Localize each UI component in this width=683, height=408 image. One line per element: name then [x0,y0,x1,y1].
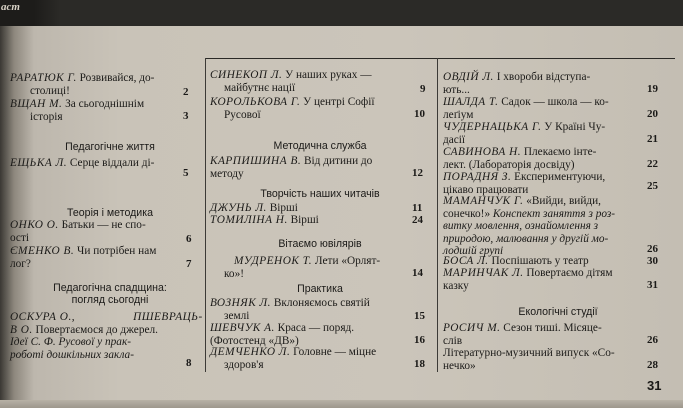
entry-title-cont: ко»! [224,267,244,280]
entry-page-number: 16 [414,334,425,346]
entry-author: ШАЛДА Т. [443,96,499,108]
section-heading: Методична служба [273,140,367,152]
entry-author: ТОМИЛІНА Н. [210,214,288,226]
entry-author: МАМАНЧУК Г. [443,195,524,207]
entry-title-cont: слів [443,334,463,347]
entry-page-number: 11 [412,202,423,214]
entry-page-number: 15 [414,310,425,322]
toc-entry [443,267,613,292]
entry-page-number: 9 [420,83,426,95]
entry-page-number: 21 [647,133,658,145]
entry-author: СИНЕКОП Л. [210,69,283,81]
toc-entry [210,214,319,227]
entry-title-cont: витку мовлення, ознайомлення з [443,220,599,233]
entry-page-number: 31 [647,279,658,291]
toc-entry [0,157,154,170]
entry-title-cont: історія [30,110,63,123]
entry-title: Експериментуючи, [511,171,606,183]
entry-title-cont: методу [210,167,244,180]
page-number: 31 [647,378,662,393]
entry-title-cont: ють... [443,83,470,96]
entry-title: Серце віддали ді- [67,157,155,169]
entry-title-cont: Конспект заняття з роз- [490,207,616,220]
entry-title-cont: дасії [443,133,466,146]
section-heading: Практика [297,283,343,295]
entry-author: КОРОЛЬКОВА Г. [210,96,301,108]
entry-title-cont: (Фотостенд «ДВ») [210,334,299,347]
entry-title-cont: здоров'я [224,358,264,371]
entry-title: Літературно-музичний випуск «Со- [443,347,615,359]
entry-author: САВИНОВА Н. [443,146,522,158]
entry-page-number: 30 [647,255,658,267]
column-divider-1 [205,58,206,372]
entry-page-number: 8 [186,357,192,369]
toc-entry [210,202,298,215]
entry-page-number: 28 [647,359,658,371]
entry-title-cont: природою, малювання у другій мо- [443,232,609,245]
toc-entry [210,297,370,322]
entry-author: РОСИЧ М. [443,322,501,334]
section-heading: погляд сьогодні [71,294,149,306]
toc-entry [443,121,605,146]
entry-author: ДЖУНЬ Л. [210,202,267,214]
entry-title-cont: лог? [10,257,31,270]
entry-title-cont: Русової [224,108,261,121]
top-rule [205,58,675,59]
entry-page-number: 22 [647,158,658,170]
entry-title: Вірші [287,214,319,226]
entry-title: Лети «Орлят- [312,255,381,267]
entry-author: КАРПИШИНА В. [210,155,302,167]
toc-entry [0,219,146,244]
entry-author: ОСКУРА О., [10,311,76,323]
entry-title: Розвивайся, до- [76,72,155,84]
entry-title-cont: лект. (Лабораторія досвіду) [443,158,575,171]
entry-title: У центрі Софії [300,96,375,108]
entry-title: У Країні Чу- [541,121,606,133]
entry-author: ВЩАН М. [10,98,63,110]
entry-page-number: 7 [186,258,192,270]
section-heading: Педагогічна спадщина: [53,282,167,294]
entry-author: ОВДІЙ Л. [443,71,494,83]
entry-author: РАРАТЮК Г. [10,72,77,84]
entry-author: ВОЗНЯК Л. [210,297,272,309]
entry-author: МАРИНЧАК Л. [443,267,524,279]
toc-entry [443,322,602,347]
entry-page-number: 25 [647,180,658,192]
entry-title-cont: землі [224,309,250,322]
entry-title: Вірші [266,202,298,214]
header-word: аст [1,1,20,13]
header-bar [0,0,683,26]
entry-page-number: 26 [647,243,658,255]
entry-title-cont: лодшій групі [443,245,504,258]
toc-entry [210,346,376,371]
entry-author: ДЕМЧЕНКО Л. [210,346,291,358]
entry-page-number: 19 [647,83,658,95]
entry-title-cont: Ідеї С. Ф. Русової у прак- [10,336,132,349]
toc-entry [443,96,609,121]
entry-title: Садок — школа — ко- [498,96,609,108]
entry-title: Краса — поряд. [274,322,355,334]
entry-page-number: 6 [186,233,192,245]
entry-title-cont: ості [10,231,30,244]
toc-entry [0,72,154,97]
entry-title: сонечко!» [443,207,491,220]
toc-entry [210,69,372,94]
toc-entry [443,146,596,171]
column-divider-2 [437,58,438,372]
entry-author: ПШЕВРАЦЬ- [133,311,203,323]
entry-title: За сьогоднішнім [62,98,145,110]
entry-page-number: 10 [414,108,425,120]
section-heading: Теорія і методика [67,207,153,219]
entry-title: Плекаємо інте- [521,146,597,158]
entry-author: МУДРЕНОК Т. [234,255,313,267]
entry-author: ОНКО О. [10,219,59,231]
entry-title-cont: столиці! [30,84,70,97]
entry-title-cont: цікаво працювати [443,183,529,196]
entry-title: Повертаємо дітям [523,267,613,279]
entry-title-cont: нечко» [443,359,476,372]
entry-page-number: 12 [412,167,423,179]
entry-author: ЧУДЕРНАЦЬКА Г. [443,121,542,133]
entry-page-number: 18 [414,358,425,370]
toc-entry [443,347,615,372]
entry-page-number: 24 [412,214,423,226]
entry-title: І хвороби відступа- [493,71,591,83]
entry-title: Головне — міцне [290,346,377,358]
toc-entry [210,255,380,280]
entry-author: ЄМЕНКО В. [10,245,75,257]
section-heading: Вітаємо ювілярів [278,238,362,250]
entry-author: ШЕВЧУК А. [210,322,275,334]
entry-title: Сезон тиші. Місяце- [500,322,602,334]
entry-title: Від дитини до [301,155,373,167]
entry-title: «Вийди, вийди, [523,195,601,207]
entry-page-number: 20 [647,108,658,120]
toc-entry [210,96,375,121]
page-bottom-edge [0,400,683,408]
entry-page-number: 14 [412,267,423,279]
toc-entry [0,311,203,361]
entry-author: ЕЩЬКА Л. [10,157,68,169]
entry-page-number: 3 [183,110,189,122]
entry-title: Чи потрібен нам [74,245,157,257]
section-heading: Творчість наших читачів [260,188,380,200]
entry-title: Поспішають у театр [488,255,589,267]
toc-entry [0,245,156,270]
toc-entry [443,71,590,96]
entry-title-cont: роботі дошкільних закла- [10,348,134,361]
entry-author: ПОРАДНЯ З. [443,171,512,183]
entry-title: Повертаємося до джерел. [32,323,158,336]
entry-author: БОСА Л. [443,255,489,267]
toc-entry [443,255,589,268]
section-heading: Педагогічне життя [65,141,155,153]
toc-entry [0,98,144,123]
entry-title: Батьки — не спо- [58,219,146,231]
entry-title-cont: казку [443,279,469,292]
toc-entry [210,155,372,180]
entry-title-cont: леґіум [443,108,474,121]
entry-author: В О. [10,323,33,336]
section-heading: Екологічні студії [518,306,598,318]
toc-entry [443,195,615,258]
entry-title-cont: майбутнє нації [224,81,296,94]
toc-entry [210,322,354,347]
entry-page-number: 26 [647,334,658,346]
entry-title: Вклоняємось святій [271,297,370,309]
entry-page-number: 2 [183,86,189,98]
entry-page-number: 5 [183,167,189,179]
entry-title: У наших руках — [282,69,372,81]
toc-entry [443,171,605,196]
